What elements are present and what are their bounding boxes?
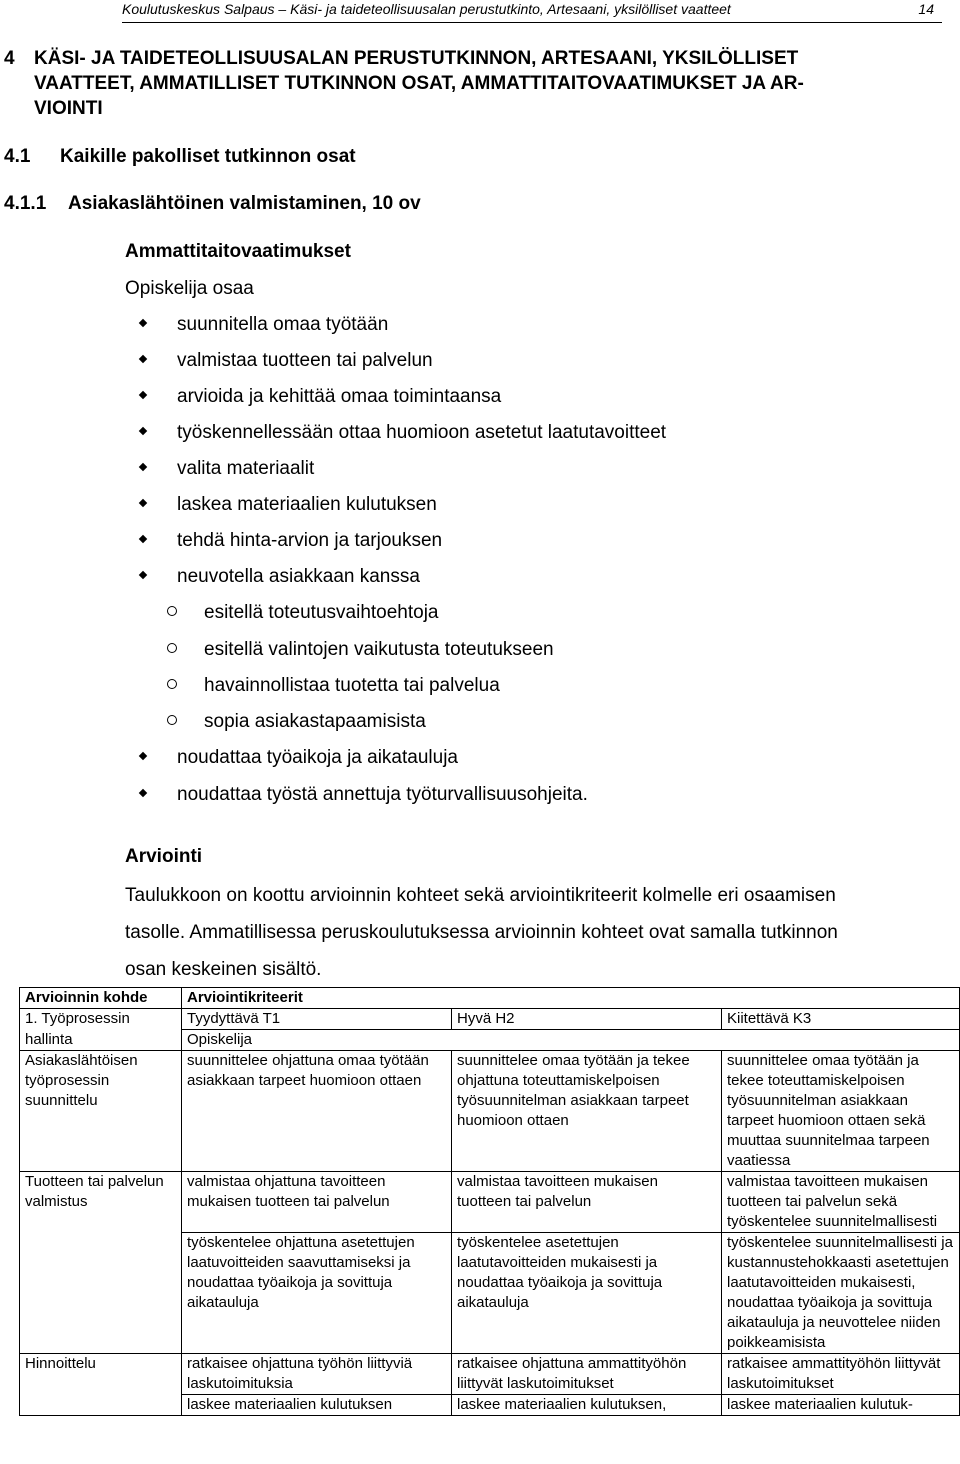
table-row	[20, 1395, 960, 1416]
assessment-paragraph	[125, 877, 925, 988]
level-k3: Kiitettävä K3	[722, 1009, 960, 1030]
table-row	[20, 1354, 960, 1395]
h2-cell: laskee materiaalien kulutuksen,	[452, 1395, 722, 1416]
k3-cell: ratkaisee ammattityöhön liittyvät laskutoimitukset	[722, 1354, 960, 1395]
t1-cell: suunnittelee ohjattuna omaa työtään asiakkaan tarpeet huomioon ottaen	[182, 1051, 452, 1172]
col-header-criteria: Arviointikriteerit	[182, 988, 960, 1009]
h2-cell: valmistaa tavoitteen mukaisen tuotteen tai palvelun	[452, 1172, 722, 1233]
bullet-diamond-icon	[139, 752, 147, 760]
subsection-number: 4.1.1	[4, 193, 47, 214]
level-h2: Hyvä H2	[452, 1009, 722, 1030]
h2-cell: ratkaisee ohjattuna ammattityöhön liittyvät laskutoimitukset	[452, 1354, 722, 1395]
bullet-diamond-icon	[139, 499, 147, 507]
assessment-heading: Arviointi	[125, 846, 203, 867]
assessment-line: Taulukkoon on koottu arvioinnin kohteet sekä arviointikriteerit kolmelle eri osaamisen	[125, 885, 836, 906]
requirements-intro: Opiskelija osaa	[125, 278, 254, 299]
bullet-circle-icon	[167, 643, 177, 653]
chapter-title-line: VAATTEET, AMMATILLISET TUTKINNON OSAT, AMMATTITAITOVAATIMUKSET JA AR-	[34, 73, 804, 94]
col-header-target: Arvioinnin kohde	[20, 988, 182, 1009]
criteria-table	[19, 987, 960, 1416]
group-label-cont: hallinta	[20, 1030, 182, 1051]
target-cell: Tuotteen tai palvelun valmistus	[20, 1172, 182, 1233]
assessment-line: tasolle. Ammatillisessa peruskoulutuksessa arvioinnin kohteet ovat samalla tutkinnon	[125, 922, 838, 943]
bullet-diamond-icon	[139, 571, 147, 579]
page-number: 14	[918, 1, 934, 17]
assessment-line: osan keskeinen sisältö.	[125, 959, 322, 980]
t1-cell: ratkaisee ohjattuna työhön liittyviä laskutoimituksia	[182, 1354, 452, 1395]
k3-cell: laskee materiaalien kulutuk-	[722, 1395, 960, 1416]
k3-cell: suunnittelee omaa työtään ja tekee toteuttamiskelpoisen työsuunnitelman asiakkaan tarpeet huomioon ottaen sekä muuttaa suunnitelmaa tarpeen vaatiessa	[722, 1051, 960, 1172]
target-cell: Asiakaslähtöisen työprosessin suunnittelu	[20, 1051, 182, 1172]
bullet-diamond-icon	[139, 319, 147, 327]
table-row	[20, 1233, 960, 1354]
t1-cell: työskentelee ohjattuna asetettujen laatuvoitteiden saavuttamiseksi ja noudattaa työaikoja ja sovittuja aikatauluja	[182, 1233, 452, 1354]
chapter-number: 4	[4, 48, 15, 69]
table-row	[20, 1009, 960, 1030]
h2-cell: työskentelee asetettujen laatutavoitteiden mukaisesti ja noudattaa työaikoja ja sovittuja aikatauluja	[452, 1233, 722, 1354]
table-row	[20, 1172, 960, 1233]
target-cell	[20, 1233, 182, 1354]
bullet-diamond-icon	[139, 789, 147, 797]
section-title: Kaikille pakolliset tutkinnon osat	[60, 146, 356, 167]
h2-cell: suunnittelee omaa työtään ja tekee ohjattuna toteuttamiskelpoisen työsuunnitelman asiakkaan tarpeet huomioon ottaen	[452, 1051, 722, 1172]
group-label: 1. Työprosessin	[20, 1009, 182, 1030]
bullet-circle-icon	[167, 715, 177, 725]
k3-cell: valmistaa tavoitteen mukaisen tuotteen tai palvelun sekä työskentelee suunnitelmallisesti	[722, 1172, 960, 1233]
bullet-diamond-icon	[139, 535, 147, 543]
header-text: Koulutuskeskus Salpaus – Käsi- ja taideteollisuusalan perustutkinto, Artesaani, yksilölliset vaatteet	[122, 1, 731, 17]
target-cell	[20, 1395, 182, 1416]
bullet-circle-icon	[167, 606, 177, 616]
subsection-title: Asiakaslähtöinen valmistaminen, 10 ov	[68, 193, 421, 214]
table-row	[20, 1030, 960, 1051]
requirements-heading: Ammattitaitovaatimukset	[125, 241, 351, 262]
bullet-diamond-icon	[139, 463, 147, 471]
bullet-circle-icon	[167, 679, 177, 689]
section-number: 4.1	[4, 146, 31, 167]
chapter-title	[34, 46, 914, 121]
k3-cell: työskentelee suunnitelmallisesti ja kustannustehokkaasti asetettujen laatutavoitteiden mukaisesti, noudattaa työaikoja ja sovittuja aikatauluja ja neuvottelee niiden poikkeamisista	[722, 1233, 960, 1354]
level-t1: Tyydyttävä T1	[182, 1009, 452, 1030]
bullet-diamond-icon	[139, 355, 147, 363]
bullet-diamond-icon	[139, 391, 147, 399]
chapter-title-line: VIOINTI	[34, 98, 103, 119]
subject-label: Opiskelija	[182, 1030, 960, 1051]
t1-cell: valmistaa ohjattuna tavoitteen mukaisen tuotteen tai palvelun	[182, 1172, 452, 1233]
running-header	[122, 0, 942, 23]
document-page: Koulutuskeskus Salpaus – Käsi- ja taideteollisuusalan perustutkinto, Artesaani, yksilölliset vaatteet 14 4 KÄSI- JA TAIDETEOLLISUUSALAN PERUSTUTKINNON, ARTESAANI, YKSILÖLLISET VAATTEET, AMMATILLISET TUTKINNON OSAT, AMMATTITAITOVAATIMUKSET JA AR- VIOINTI 4.1 Kaikille pakolliset tutkinnon osat 4.1.1 Asiakaslähtöinen valmistaminen, 10 ov Ammattitaitovaatimukset Opiskelija osaa suunnitella omaa työtään valmistaa tuotteen tai palvelun arvioida ja kehittää omaa toimintaansa työskennellessään ottaa huomioon asetetut laatutavoitteet valita materiaalit laskea materiaalien kulutuksen tehdä hinta-arvion ja tarjouksen neuvotella asiakkaan kanssa esitellä toteutusvaihtoehtoja esitellä valintojen vaikutusta toteutukseen havainnollistaa tuotetta tai palvelua sopia asiakastapaamisista noudattaa työaikoja ja aikatauluja noudattaa työstä annettuja työturvallisuusohjeita. Arviointi Taulukkoon on koottu arvioinnin kohteet sekä arviointikriteerit kolmelle eri osaamisen tasolle. Ammatillisessa peruskoulutuksessa arvioinnin kohteet ovat samalla tutkinnon osan keskeinen sisältö. Arvioinnin kohde Arviointikriteerit 1. Työprosessin Tyydyttävä T1 Hyvä H2 Kiitettävä K3 hallinta Opiskelija Asiakaslähtöisen työprosessin suunnittelu suunnittelee ohjattuna omaa työtään asiakkaan tarpeet huomioon ottaen suunnittelee omaa työtään ja tekee ohjattuna toteuttamiskelpoisen työsuunnitelman asiakkaan tarpeet huomioon ottaen suunnittelee omaa työtään ja tekee toteuttamiskelpoisen työsuunnitelman asiakkaan tarpeet huomioon ottaen sekä muuttaa suunnitelmaa tarpeen vaatiessa Tuotteen tai palvelun valmistus valmistaa ohjattuna tavoitteen mukaisen tuotteen tai palvelun valmistaa tavoitteen mukaisen tuotteen tai palvelun valmistaa tavoitteen mukaisen tuotteen tai palvelun sekä työskentelee suunnitelmallisesti työskentelee ohjattuna asetettujen laatuvoitteiden saavuttamiseksi ja noudattaa työaikoja ja sovittuja aikatauluja työskentelee asetettujen laatutavoitteiden mukaisesti ja noudattaa työaikoja ja sovittuja aikatauluja työskentelee suunnitelmallisesti ja kustannustehokkaasti asetettujen laatutavoitteiden mukaisesti, noudattaa työaikoja ja sovittuja aikatauluja ja neuvottelee niiden poikkeamisista Hinnoittelu ratkaisee ohjattuna työhön liittyviä laskutoimituksia ratkaisee ohjattuna ammattityöhön liittyvät laskutoimitukset ratkaisee ammattityöhön liittyvät laskutoimitukset laskee materiaalien kulutuksen laskee materiaalien kulutuksen, laskee materiaalien kulutuk-	[0, 0, 960, 1464]
target-cell: Hinnoittelu	[20, 1354, 182, 1395]
t1-cell: laskee materiaalien kulutuksen	[182, 1395, 452, 1416]
table-row	[20, 1051, 960, 1172]
bullet-diamond-icon	[139, 427, 147, 435]
chapter-title-line: KÄSI- JA TAIDETEOLLISUUSALAN PERUSTUTKINNON, ARTESAANI, YKSILÖLLISET	[34, 48, 799, 69]
table-header-row	[20, 988, 960, 1009]
